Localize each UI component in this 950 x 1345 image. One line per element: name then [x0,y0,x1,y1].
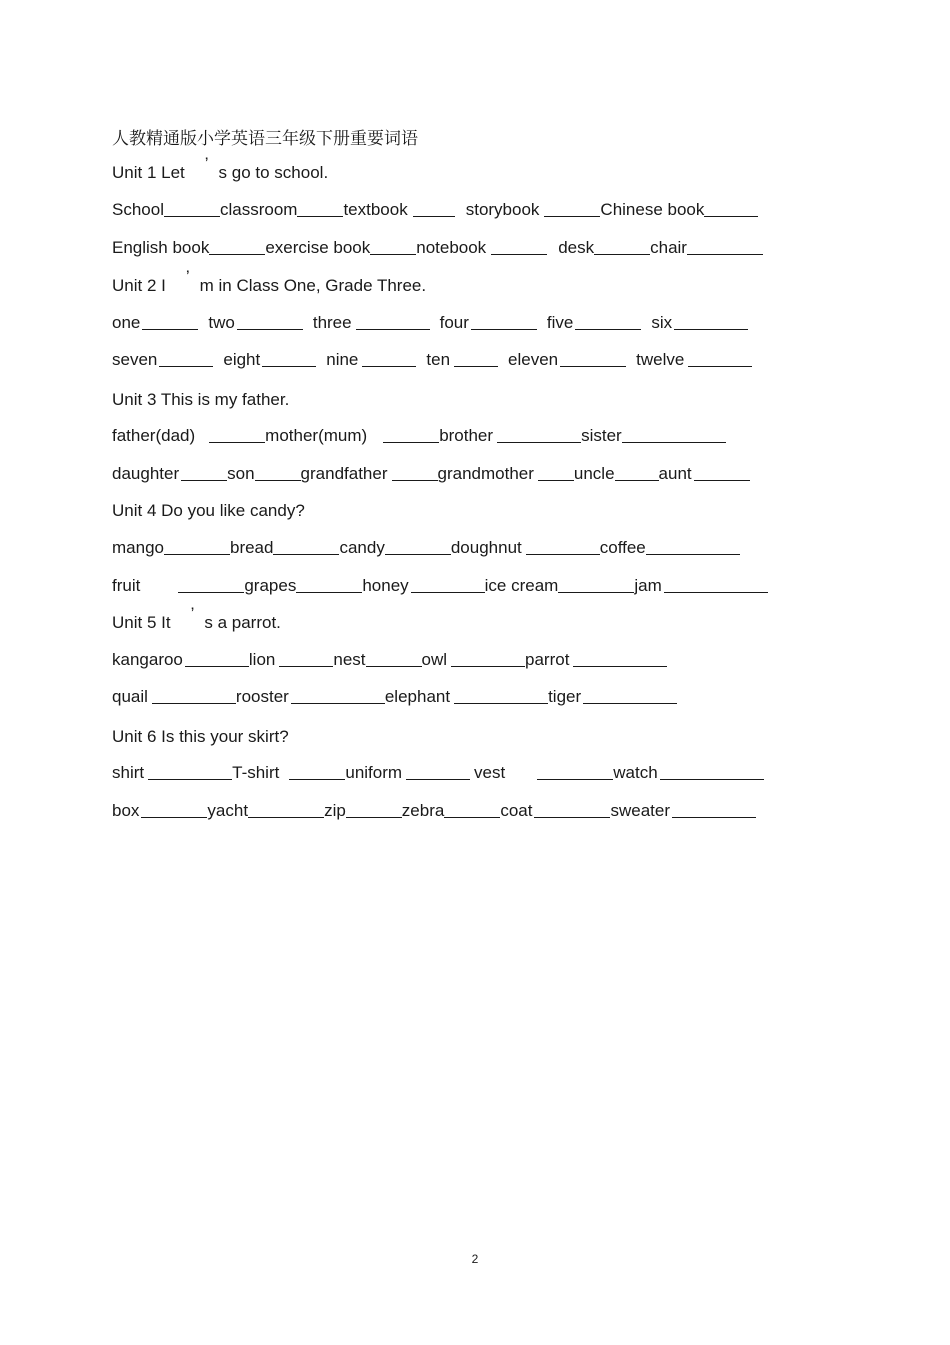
vocab-word: grandmother [437,464,534,483]
vocab-word: textbook [343,200,408,219]
vocab-word: jam [634,576,662,595]
unit-heading-text: Unit 4 Do you like candy? [112,501,305,520]
vocab-word: Chinese book [600,200,705,219]
vocab-word: watch [613,763,658,782]
vocab-word: seven [112,350,158,369]
vocab-word: aunt [658,464,692,483]
answer-blank[interactable] [454,702,548,704]
vocab-word: T-shirt [232,763,280,782]
answer-blank[interactable] [385,553,451,555]
answer-blank[interactable] [366,665,422,667]
vocab-word: School [112,200,164,219]
vocab-word: shirt [112,763,145,782]
apostrophe: ’ [185,267,190,286]
unit-heading-text: s a parrot. [204,613,281,632]
vocab-word: uniform [345,763,403,782]
answer-blank[interactable] [255,479,301,481]
unit-5-heading [112,604,281,633]
vocab-word: quail [112,687,148,706]
vocab-word: nest [333,650,366,669]
vocab-word: grandfather [300,464,388,483]
answer-blank[interactable] [383,441,439,443]
answer-blank[interactable] [248,816,324,818]
vocab-word: coffee [599,538,646,557]
vocab-word: eight [223,350,261,369]
vocab-word: tiger [548,687,582,706]
vocab-word: son [227,464,255,483]
unit-3-row-1 [112,426,726,448]
answer-blank[interactable] [237,328,303,330]
answer-blank[interactable] [497,441,581,443]
apostrophe: ’ [204,154,209,173]
vocab-word: candy [339,538,385,557]
unit-6-row-1 [112,763,764,785]
answer-blank[interactable] [297,215,343,217]
answer-blank[interactable] [279,665,333,667]
answer-blank[interactable] [544,215,600,217]
vocab-word: ten [426,350,451,369]
answer-blank[interactable] [178,591,244,593]
answer-blank[interactable] [209,253,265,255]
vocab-word: eleven [508,350,559,369]
answer-blank[interactable] [296,591,362,593]
unit-3-row-2 [112,464,750,486]
vocab-word: storybook [465,200,540,219]
vocab-word: grapes [244,576,297,595]
unit-heading-text: Unit 2 I [112,276,166,295]
vocab-word: yacht [207,801,249,820]
vocab-word: coat [500,801,533,820]
answer-blank[interactable] [141,816,207,818]
answer-blank[interactable] [622,441,726,443]
answer-blank[interactable] [560,365,626,367]
vocab-word: mother(mum) [265,426,368,445]
vocab-word: doughnut [450,538,522,557]
answer-blank[interactable] [471,328,537,330]
vocab-word: father(dad) [112,426,196,445]
unit-2-row-2 [112,350,752,372]
answer-blank[interactable] [152,702,236,704]
answer-blank[interactable] [526,553,600,555]
vocab-word: lion [248,650,276,669]
unit-6-heading [112,727,289,747]
vocab-word: kangaroo [112,650,183,669]
answer-blank[interactable] [664,591,768,593]
answer-blank[interactable] [346,816,402,818]
apostrophe: ’ [190,604,195,623]
answer-blank[interactable] [413,215,455,217]
vocab-word: uncle [573,464,615,483]
answer-blank[interactable] [289,778,345,780]
vocab-word: chair [650,238,687,257]
answer-blank[interactable] [148,778,232,780]
unit-1-row-1 [112,200,758,222]
answer-blank[interactable] [537,778,613,780]
vocab-word: rooster [235,687,289,706]
vocab-word: twelve [636,350,685,369]
answer-blank[interactable] [534,816,610,818]
unit-heading-text: Unit 3 This is my father. [112,390,290,409]
answer-blank[interactable] [694,479,750,481]
vocab-word: mango [112,538,164,557]
vocab-word: three [312,313,352,332]
vocab-word: English book [112,238,210,257]
page-title: 人教精通版小学英语三年级下册重要词语 [112,129,418,149]
answer-blank[interactable] [262,365,316,367]
answer-blank[interactable] [356,328,430,330]
answer-blank[interactable] [704,215,758,217]
unit-4-row-2 [112,576,768,598]
vocab-word: daughter [112,464,180,483]
answer-blank[interactable] [538,479,574,481]
answer-blank[interactable] [660,778,764,780]
page-number: 2 [471,1252,479,1266]
answer-blank[interactable] [615,479,659,481]
answer-blank[interactable] [674,328,748,330]
answer-blank[interactable] [164,215,220,217]
vocab-word: parrot [525,650,570,669]
unit-6-row-2 [112,801,756,823]
answer-blank[interactable] [273,553,339,555]
vocab-word: elephant [384,687,451,706]
answer-blank[interactable] [444,816,500,818]
answer-blank[interactable] [392,479,438,481]
answer-blank[interactable] [583,702,677,704]
answer-blank[interactable] [672,816,756,818]
vocab-word: six [651,313,673,332]
unit-3-heading [112,390,289,410]
vocab-word: brother [439,426,494,445]
vocab-word: ice cream [484,576,559,595]
vocab-word: bread [229,538,274,557]
answer-blank[interactable] [573,665,667,667]
vocab-word: one [112,313,141,332]
answer-blank[interactable] [491,253,547,255]
answer-blank[interactable] [209,441,265,443]
answer-blank[interactable] [687,253,763,255]
vocab-word: sister [581,426,622,445]
vocab-word: sweater [610,801,670,820]
vocab-word: zip [324,801,346,820]
vocab-word: zebra [401,801,445,820]
answer-blank[interactable] [594,253,650,255]
unit-heading-text: Unit 5 It [112,613,171,632]
unit-2-row-1 [112,313,748,335]
unit-1-heading [112,154,329,183]
unit-heading-text: Unit 6 Is this your skirt? [112,727,289,746]
vocab-word: four [439,313,469,332]
answer-blank[interactable] [159,365,213,367]
unit-4-heading [112,501,305,521]
unit-heading-text: Unit 1 Let [112,163,185,182]
vocab-word: nine [326,350,359,369]
answer-blank[interactable] [688,365,752,367]
answer-blank[interactable] [181,479,227,481]
vocab-word: box [112,801,140,820]
answer-blank[interactable] [362,365,416,367]
answer-blank[interactable] [451,665,525,667]
answer-blank[interactable] [164,553,230,555]
vocab-word: fruit [112,576,141,595]
answer-blank[interactable] [646,553,740,555]
answer-blank[interactable] [185,665,249,667]
vocab-word: honey [362,576,409,595]
answer-blank[interactable] [411,591,485,593]
unit-2-heading [112,267,427,296]
unit-5-row-1 [112,650,667,672]
answer-blank[interactable] [454,365,498,367]
answer-blank[interactable] [575,328,641,330]
unit-1-row-2 [112,238,763,260]
vocab-word: owl [421,650,448,669]
answer-blank[interactable] [558,591,634,593]
unit-heading-text: m in Class One, Grade Three. [199,276,427,295]
vocab-word: exercise book [265,238,371,257]
answer-blank[interactable] [142,328,198,330]
answer-blank[interactable] [370,253,416,255]
vocab-word: desk [558,238,595,257]
answer-blank[interactable] [291,702,385,704]
answer-blank[interactable] [406,778,470,780]
vocab-word: notebook [416,238,487,257]
vocab-word: vest [474,763,506,782]
vocab-word: classroom [219,200,298,219]
vocab-word: two [208,313,235,332]
unit-5-row-2 [112,687,677,709]
unit-heading-text: s go to school. [218,163,329,182]
vocab-word: five [546,313,574,332]
unit-4-row-1 [112,538,740,560]
